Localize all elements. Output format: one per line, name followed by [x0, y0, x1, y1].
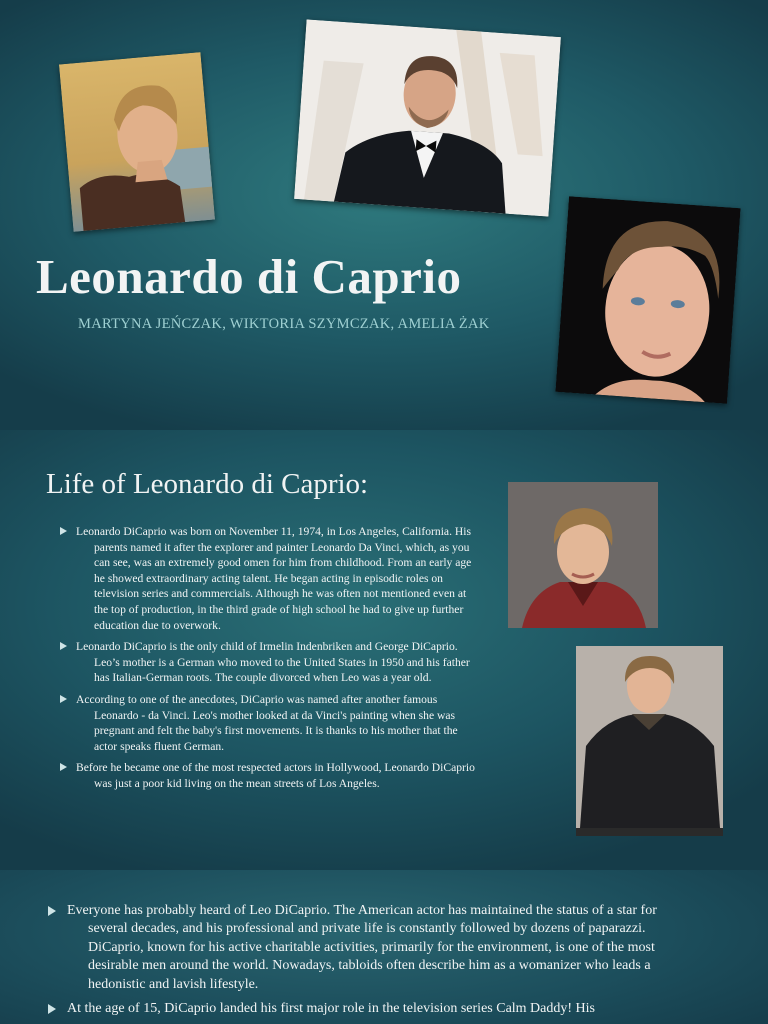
list-item: At the age of 15, DiCaprio landed his first major role in the television series Calm Daddy! His [48, 1000, 668, 1018]
photo-portrait-dark [555, 196, 740, 404]
list-item: According to one of the anecdotes, DiCaprio was named after another famous Leonardo - da Vinci. Leo's mother looked at da Vinci's painting when she was pregnant and felt the baby's first movements. It is thanks to his mother that the actor speaks fluent German. [60, 692, 478, 754]
title-slide [0, 0, 768, 430]
bullet-arrow-icon [60, 527, 67, 535]
photo-tuxedo [294, 19, 561, 216]
life-bullet-list [60, 524, 478, 798]
bullet-arrow-icon [48, 1004, 56, 1014]
authors-line: MARTYNA JEŃCZAK, WIKTORIA SZYMCZAK, AMELIA ŻAK [78, 316, 490, 332]
bullet-arrow-icon [60, 763, 67, 771]
photo-child-red-shirt [508, 482, 658, 628]
section-heading: Life of Leonardo di Caprio: [46, 468, 369, 500]
photo-boy-black-sweater [576, 646, 723, 836]
list-item: Everyone has probably heard of Leo DiCaprio. The American actor has maintained the status of a star for several decades, and his professional and private life is constantly followed by dozens of paparazzi. DiCaprio, known for his active charitable activities, primarily for the environment, is one of the most desirable men around the world. Nowadays, tabloids often describe him as a womanizer who leads a hedonistic and lavish lifestyle. [48, 902, 668, 994]
photo-young-titanic [59, 52, 215, 232]
list-item: Leonardo DiCaprio is the only child of Irmelin Indenbriken and George DiCaprio. Leo’s mother is a German who moved to the United States in 1950 and his father has Italian-German roots. The couple divorced when Leo was a year old. [60, 639, 478, 686]
list-item: Before he became one of the most respected actors in Hollywood, Leonardo DiCaprio was just a poor kid living on the mean streets of Los Angeles. [60, 760, 478, 791]
list-item: Leonardo DiCaprio was born on November 11, 1974, in Los Angeles, California. His parents named it after the explorer and painter Leonardo Da Vinci, which, as you can see, was an extremely good omen for him from childhood. From an early age he showed extraordinary acting talent. He began acting in episodic roles on television series and commercials. Although he was often not mentioned even at the top of production, in the third grade of high school he had to give up further education due to overwork. [60, 524, 478, 633]
life-slide [0, 430, 768, 870]
bullet-arrow-icon [48, 906, 56, 916]
bio-bullet-list [48, 902, 668, 1024]
bullet-arrow-icon [60, 695, 67, 703]
presentation-title: Leonardo di Caprio [36, 249, 462, 304]
bio-slide [0, 870, 768, 1024]
bullet-arrow-icon [60, 642, 67, 650]
